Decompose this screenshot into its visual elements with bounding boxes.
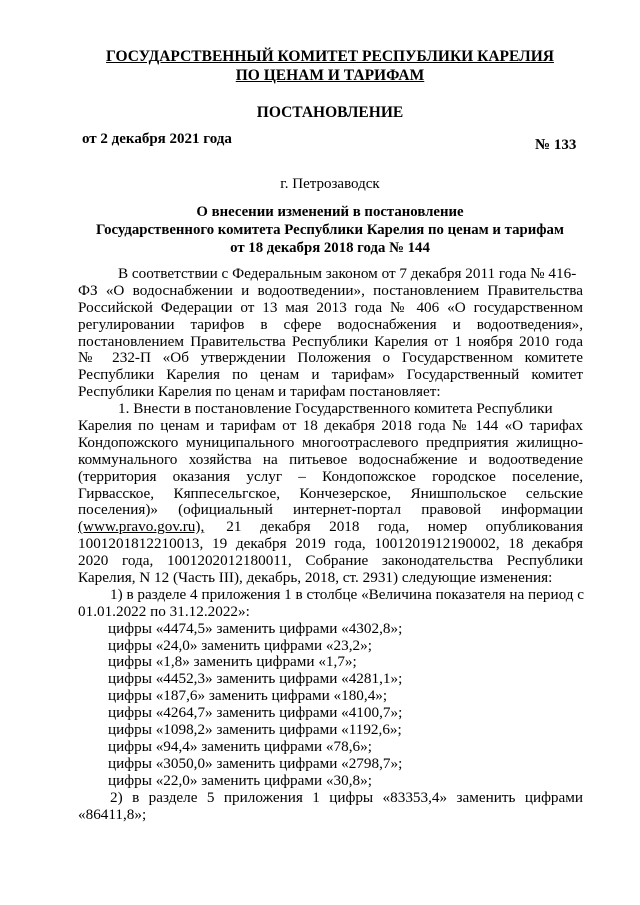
body-line: «86411,8»; — [78, 805, 147, 823]
body-line: Карелия, N 12 (Часть III), декабрь, 2018, ст. 2931) следующие изменения: — [78, 569, 553, 587]
document-number: № 133 — [535, 137, 577, 153]
org-name-line1: ГОСУДАРСТВЕННЫЙ КОМИТЕТ РЕСПУБЛИКИ КАРЕЛИЯ — [106, 48, 554, 65]
org-name-line2: ПО ЦЕНАМ И ТАРИФАМ — [235, 67, 425, 84]
body-line: поселения)» (официальный интернет-портал правовой информации — [78, 501, 583, 519]
replacement-item: цифры «94,4» заменить цифрами «78,6»; — [108, 737, 372, 755]
body-line: Кондопожского муниципального многоотраслевого предприятия жилищно- — [78, 433, 583, 451]
document-title-line3: от 18 декабря 2018 года № 144 — [230, 240, 430, 256]
replacement-item: цифры «4474,5» заменить цифрами «4302,8»; — [108, 619, 403, 637]
document-body — [78, 266, 583, 823]
pravo-link[interactable]: (www.pravo.gov.ru), — [78, 518, 205, 536]
document-city: г. Петрозаводск — [280, 176, 380, 192]
body-line: Карелия по ценам и тарифам от 18 декабря 2018 года № 144 «О тарифах — [78, 417, 583, 435]
body-line: 1001201812210013, 19 декабря 2019 года, 1001201912190002, 18 декабря — [78, 535, 583, 553]
body-line: 2) в разделе 5 приложения 1 цифры «83353,4» заменить цифрами — [110, 788, 583, 806]
body-line: постановлением Правительства Республики Карелия от 1 ноября 2010 года — [78, 332, 583, 350]
replacement-item: цифры «24,0» заменить цифрами «23,2»; — [108, 636, 372, 654]
body-line-rest: 21 декабря 2018 года, номер опубликования — [226, 518, 583, 536]
replacement-item: цифры «4264,7» заменить цифрами «4100,7»; — [108, 704, 403, 722]
replacement-item: цифры «1098,2» заменить цифрами «1192,6»; — [108, 721, 402, 739]
replacement-item: цифры «4452,3» заменить цифрами «4281,1»; — [108, 670, 403, 688]
replacement-item: цифры «22,0» заменить цифрами «30,8»; — [108, 771, 372, 789]
body-line: 1. Внести в постановление Государственного комитета Республики — [118, 400, 553, 418]
replacement-item: цифры «187,6» заменить цифрами «180,4»; — [108, 687, 388, 705]
document-date: от 2 декабря 2021 года — [82, 131, 232, 147]
body-line: 1) в разделе 4 приложения 1 в столбце «Величина показателя на период с — [110, 585, 585, 603]
document-title-line1: О внесении изменений в постановление — [196, 204, 464, 220]
document-title-line2: Государственного комитета Республики Карелия по ценам и тарифам — [96, 222, 564, 238]
body-line: 2020 года, 1001202012180011, Собрание законодательства Республики — [78, 552, 583, 570]
document-type: ПОСТАНОВЛЕНИЕ — [256, 104, 404, 121]
body-line: коммунального хозяйства на питьевое водоснабжение и водоотведение — [78, 450, 583, 468]
body-line: ФЗ «О водоснабжении и водоотведении», постановлением Правительства — [78, 281, 583, 299]
replacement-item: цифры «1,8» заменить цифрами «1,7»; — [108, 653, 357, 671]
body-line: (территория оказания услуг – Кондопожское городское поселение, — [78, 467, 583, 485]
body-line: Республики Карелия по ценам и тарифам» Государственный комитет — [78, 366, 583, 384]
body-line: регулировании тарифов в сфере водоснабжения и водоотведения», — [78, 315, 583, 333]
body-line: № 232-П «Об утверждении Положения о Государственном комитете — [78, 349, 583, 367]
body-line: Российской Федерации от 13 мая 2013 года № 406 «О государственном — [78, 298, 583, 316]
body-line — [78, 519, 583, 536]
body-line: Гирвасское, Кяппесельгское, Кончезерское, Янишпольское сельские — [78, 484, 583, 502]
body-line: Республики Карелия по ценам и тарифам постановляет: — [78, 383, 441, 401]
replacement-item: цифры «3050,0» заменить цифрами «2798,7»; — [108, 754, 403, 772]
body-line: В соответствии с Федеральным законом от 7 декабря 2011 года № 416- — [118, 265, 577, 282]
body-line: 01.01.2022 по 31.12.2022»: — [78, 602, 250, 620]
